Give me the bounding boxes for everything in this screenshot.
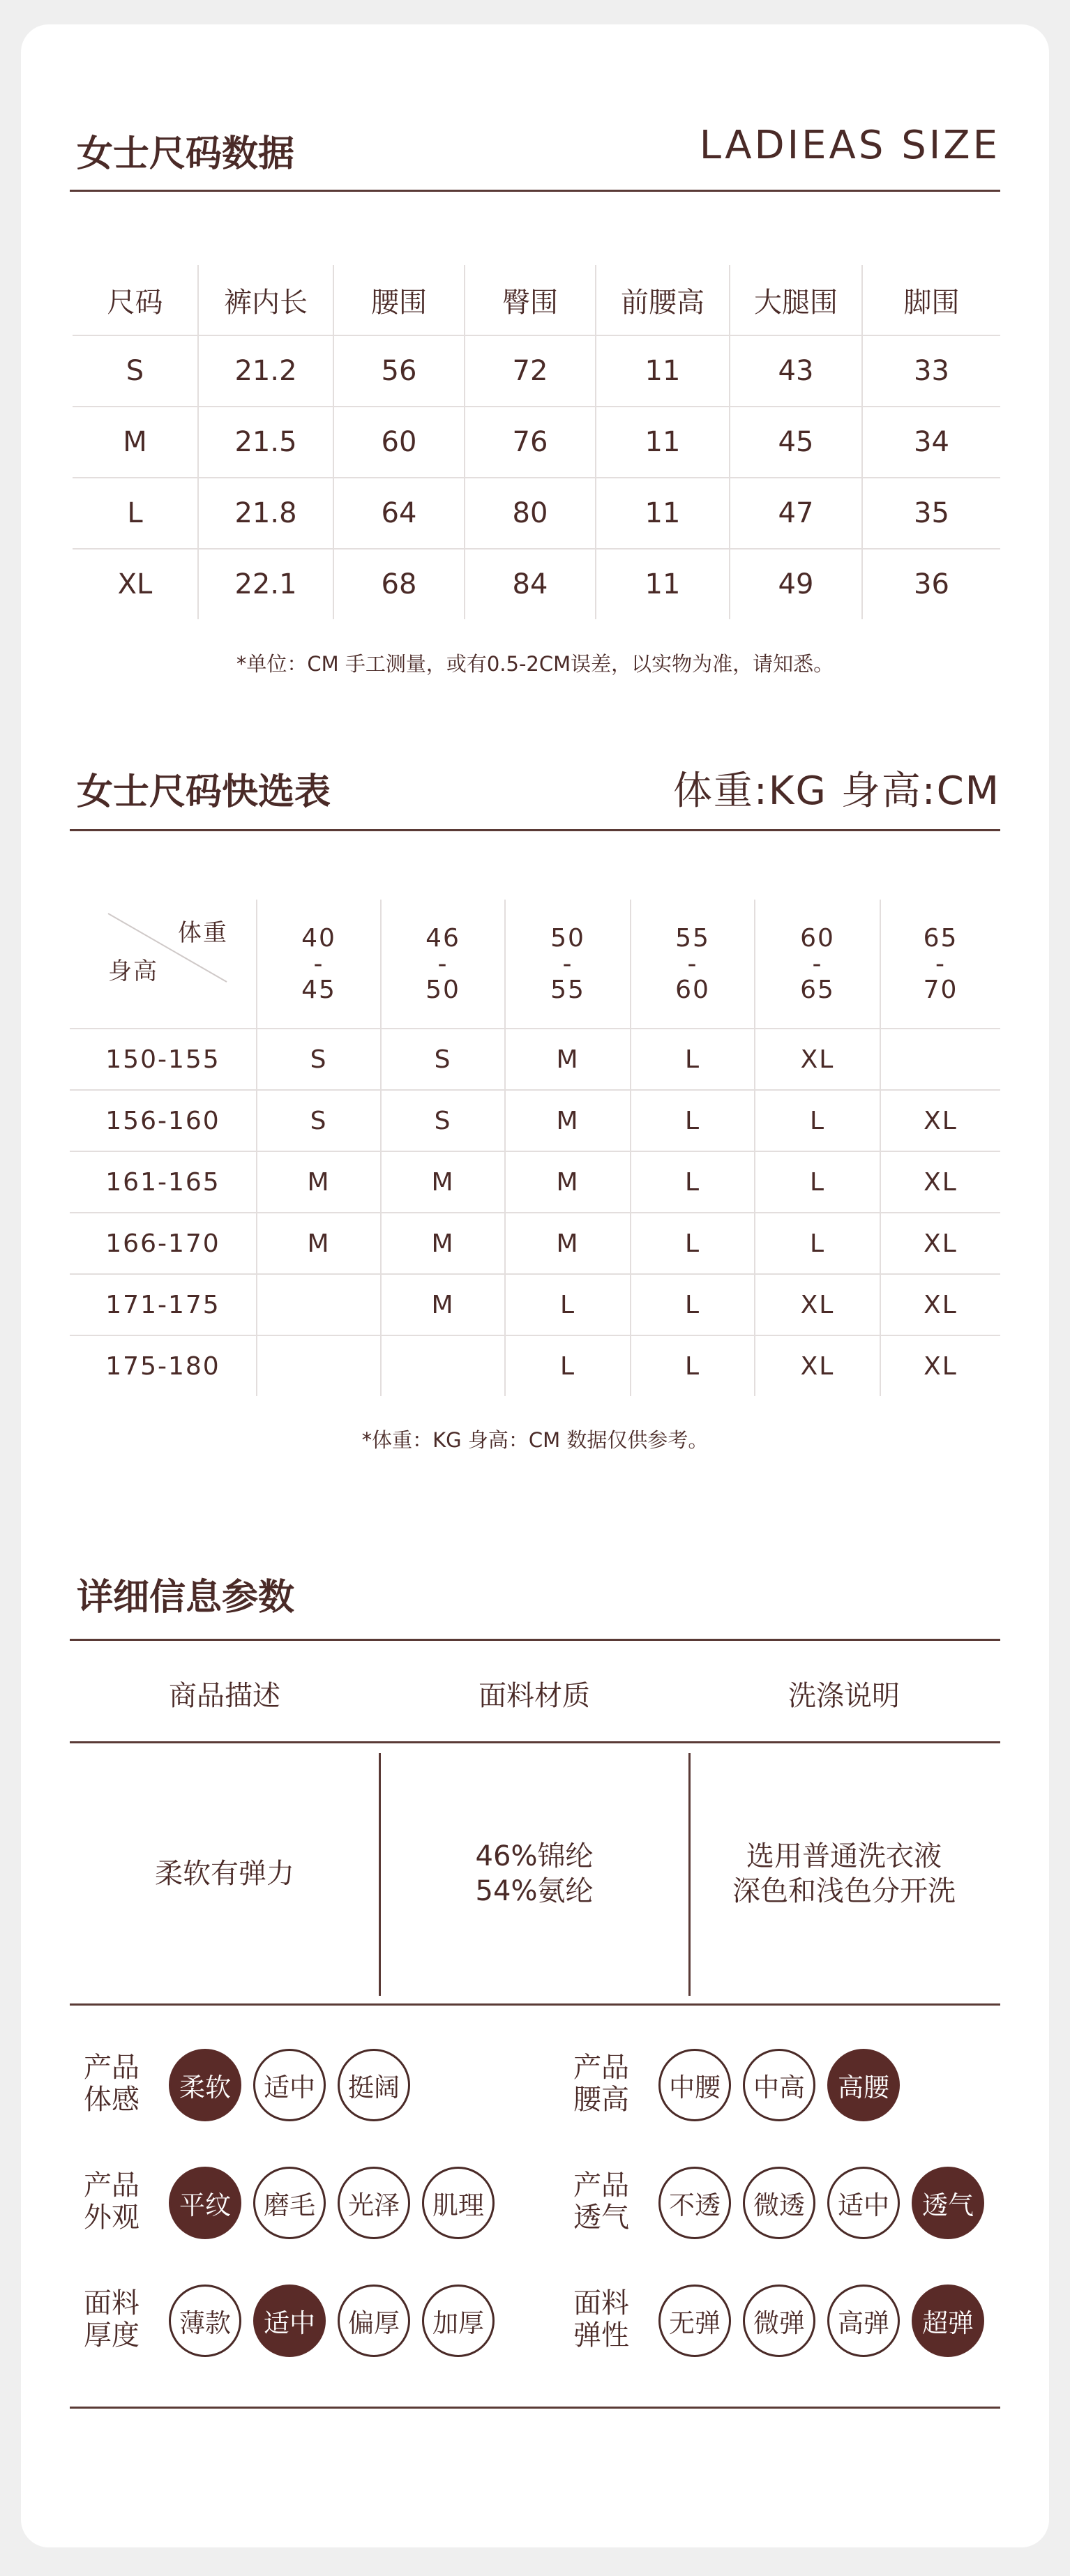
recommended-size-cell: XL: [880, 1335, 1000, 1396]
weight-range-part: 55: [550, 975, 585, 1004]
rise-label-line: 腰高: [573, 2084, 629, 2116]
quick-row: [70, 1274, 1000, 1335]
recommended-size-cell: L: [631, 1274, 755, 1335]
recommended-size-cell: L: [631, 1090, 755, 1151]
detail-description: 柔软有弹力: [155, 1858, 294, 1890]
thick-option-badge: 加厚: [422, 2285, 495, 2357]
size-cell: S: [73, 335, 198, 407]
thick-option-badge: 薄款: [169, 2285, 241, 2357]
size-cell: 36: [862, 549, 1000, 619]
weight-range-part: 65: [923, 923, 958, 953]
weight-range-part: 70: [923, 975, 958, 1004]
size-cell: 56: [333, 335, 465, 407]
recommended-size-cell: M: [505, 1213, 631, 1274]
size-cell: XL: [73, 549, 198, 619]
size-cell: 34: [862, 407, 1000, 478]
rise-option-badge: 中高: [743, 2049, 815, 2121]
corner-weight-label: 体重: [178, 919, 228, 947]
weight-range-header: [880, 900, 1000, 1029]
recommended-size-cell: XL: [880, 1090, 1000, 1151]
recommended-size-cell: L: [505, 1335, 631, 1396]
weight-range-header: [755, 900, 880, 1029]
size-row: [73, 407, 1000, 478]
size-table: [73, 265, 1000, 619]
weight-range-part: 46: [425, 923, 460, 953]
weight-range-header: [381, 900, 505, 1029]
quick-select-table: [70, 900, 1000, 1396]
detail-header-wash: 洗涤说明: [788, 1680, 900, 1712]
size-header-cell: 大腿围: [730, 265, 862, 335]
height-range-cell: 171-175: [70, 1274, 257, 1335]
size-cell: L: [73, 478, 198, 549]
height-range-cell: 175-180: [70, 1335, 257, 1396]
quick-row: [70, 1029, 1000, 1090]
stretch-label: [573, 2287, 643, 2351]
recommended-size-cell: [880, 1029, 1000, 1090]
weight-range-part: 45: [301, 975, 336, 1004]
feel-option-badge: 柔软: [169, 2049, 241, 2121]
height-range-cell: 161-165: [70, 1151, 257, 1213]
recommended-size-cell: XL: [880, 1213, 1000, 1274]
weight-range-part: 60: [800, 923, 835, 953]
look-option-badge: 磨毛: [253, 2167, 326, 2239]
weight-range-part: 65: [800, 975, 835, 1004]
weight-range-part: 50: [550, 923, 585, 953]
attributes-bottom-rule: [70, 2407, 1000, 2409]
thick-label: [84, 2287, 153, 2351]
detail-material: [379, 1839, 689, 1909]
recommended-size-cell: M: [257, 1151, 381, 1213]
breath-option-badge: 透气: [912, 2167, 984, 2239]
size-cell: 72: [465, 335, 596, 407]
size-cell: 33: [862, 335, 1000, 407]
size-header-cell: 前腰高: [596, 265, 730, 335]
rise-option-badge: 高腰: [827, 2049, 900, 2121]
feel-label: [84, 2052, 153, 2116]
weight-range-header: [631, 900, 755, 1029]
breath-label: [573, 2169, 643, 2234]
detail-header-material: 面料材质: [479, 1680, 590, 1712]
recommended-size-cell: [381, 1335, 505, 1396]
size-cell: 11: [596, 335, 730, 407]
detail-bottom-rule: [70, 2003, 1000, 2006]
size-cell: 43: [730, 335, 862, 407]
detail-section-title: 详细信息参数: [77, 1577, 295, 1619]
recommended-size-cell: XL: [755, 1274, 880, 1335]
size-cell: 76: [465, 407, 596, 478]
recommended-size-cell: L: [631, 1151, 755, 1213]
look-label: [84, 2169, 153, 2234]
recommended-size-cell: L: [631, 1213, 755, 1274]
size-cell: 64: [333, 478, 465, 549]
weight-range-header: [505, 900, 631, 1029]
recommended-size-cell: XL: [880, 1151, 1000, 1213]
quick-note: *体重：KG 身高：CM 数据仅供参考。: [361, 1428, 709, 1452]
wash-line-1: 选用普通洗衣液: [746, 1840, 942, 1872]
size-header-cell: 腰围: [333, 265, 465, 335]
size-cell: 45: [730, 407, 862, 478]
recommended-size-cell: L: [755, 1151, 880, 1213]
size-cell: 21.8: [198, 478, 333, 549]
breath-option-badge: 微透: [743, 2167, 815, 2239]
weight-range-part: -: [437, 949, 449, 978]
weight-range-header: [257, 900, 381, 1029]
size-cell: 11: [596, 549, 730, 619]
weight-range-part: -: [313, 949, 324, 978]
corner-height-label: 身高: [108, 957, 158, 985]
quick-row: [70, 1335, 1000, 1396]
look-option-badge: 平纹: [169, 2167, 241, 2239]
recommended-size-cell: S: [257, 1090, 381, 1151]
stretch-option-badge: 微弹: [743, 2285, 815, 2357]
height-range-cell: 166-170: [70, 1213, 257, 1274]
recommended-size-cell: L: [505, 1274, 631, 1335]
feel-option-badge: 适中: [253, 2049, 326, 2121]
look-label-line: 外观: [84, 2202, 140, 2234]
breath-label-line: 透气: [573, 2202, 629, 2234]
stretch-option-badge: 超弹: [912, 2285, 984, 2357]
look-label-line: 产品: [84, 2169, 140, 2202]
diagonal-line: [70, 900, 257, 1028]
quick-corner-cell: [70, 900, 257, 1029]
size-cell: 21.5: [198, 407, 333, 478]
size-section-title-en: LADIEAS SIZE: [699, 123, 1000, 168]
recommended-size-cell: M: [381, 1274, 505, 1335]
feel-option-badge: 挺阔: [338, 2049, 410, 2121]
recommended-size-cell: M: [505, 1029, 631, 1090]
recommended-size-cell: [257, 1274, 381, 1335]
recommended-size-cell: M: [257, 1213, 381, 1274]
recommended-size-cell: M: [505, 1151, 631, 1213]
height-range-cell: 150-155: [70, 1029, 257, 1090]
recommended-size-cell: M: [505, 1090, 631, 1151]
size-cell: 11: [596, 407, 730, 478]
size-cell: 60: [333, 407, 465, 478]
breath-label-line: 产品: [573, 2169, 629, 2202]
weight-range-part: -: [935, 949, 946, 978]
weight-range-part: -: [562, 949, 573, 978]
quick-section-title: 女士尺码快选表: [77, 771, 331, 813]
size-cell: 22.1: [198, 549, 333, 619]
stretch-option-badge: 高弹: [827, 2285, 900, 2357]
size-cell: 49: [730, 549, 862, 619]
recommended-size-cell: S: [381, 1029, 505, 1090]
quick-row: [70, 1213, 1000, 1274]
rise-label-line: 产品: [573, 2052, 629, 2084]
size-row: [73, 478, 1000, 549]
breath-option-badge: 适中: [827, 2167, 900, 2239]
thick-label-line: 厚度: [84, 2319, 140, 2351]
thick-label-line: 面料: [84, 2287, 140, 2319]
size-cell: 84: [465, 549, 596, 619]
detail-wash: [689, 1839, 999, 1909]
detail-header-rule: [70, 1741, 1000, 1743]
size-cell: M: [73, 407, 198, 478]
quick-row: [70, 1151, 1000, 1213]
recommended-size-cell: S: [257, 1029, 381, 1090]
size-cell: 47: [730, 478, 862, 549]
rise-option-badge: 中腰: [658, 2049, 731, 2121]
recommended-size-cell: [257, 1335, 381, 1396]
breath-option-badge: 不透: [658, 2167, 731, 2239]
recommended-size-cell: L: [755, 1090, 880, 1151]
weight-range-part: 60: [675, 975, 710, 1004]
size-header-cell: 裤内长: [198, 265, 333, 335]
material-line-1: 46%锦纶: [475, 1840, 594, 1872]
size-cell: 11: [596, 478, 730, 549]
feel-label-line: 产品: [84, 2052, 140, 2084]
detail-header-description: 商品描述: [169, 1680, 280, 1712]
size-cell: 21.2: [198, 335, 333, 407]
weight-range-part: 50: [425, 975, 460, 1004]
quick-row: [70, 1090, 1000, 1151]
recommended-size-cell: S: [381, 1090, 505, 1151]
rise-label: [573, 2052, 643, 2116]
size-note: *单位：CM 手工测量，或有0.5-2CM误差，以实物为准，请知悉。: [236, 652, 834, 676]
recommended-size-cell: M: [381, 1213, 505, 1274]
look-option-badge: 光泽: [338, 2167, 410, 2239]
size-cell: 35: [862, 478, 1000, 549]
size-cell: 68: [333, 549, 465, 619]
size-title-rule: [70, 190, 1000, 192]
weight-range-part: -: [687, 949, 698, 978]
size-header-cell: 脚围: [903, 286, 960, 319]
size-header-cell: 臀围: [465, 265, 596, 335]
height-range-cell: 156-160: [70, 1090, 257, 1151]
weight-range-part: -: [812, 949, 823, 978]
look-option-badge: 肌理: [422, 2167, 495, 2239]
recommended-size-cell: L: [755, 1213, 880, 1274]
size-row: [73, 549, 1000, 619]
recommended-size-cell: M: [381, 1151, 505, 1213]
size-row: [73, 335, 1000, 407]
thick-option-badge: 适中: [253, 2285, 326, 2357]
stretch-option-badge: 无弹: [658, 2285, 731, 2357]
recommended-size-cell: L: [631, 1029, 755, 1090]
size-section-title: 女士尺码数据: [77, 133, 295, 175]
size-cell: 80: [465, 478, 596, 549]
quick-title-rule: [70, 829, 1000, 831]
recommended-size-cell: L: [631, 1335, 755, 1396]
stretch-label-line: 弹性: [573, 2319, 629, 2351]
detail-title-rule: [70, 1639, 1000, 1641]
quick-section-title-right: 体重:KG 身高:CM: [672, 768, 1000, 814]
stretch-label-line: 面料: [573, 2287, 629, 2319]
wash-line-2: 深色和浅色分开洗: [732, 1875, 956, 1907]
recommended-size-cell: XL: [755, 1029, 880, 1090]
feel-label-line: 体感: [84, 2084, 140, 2116]
thick-option-badge: 偏厚: [338, 2285, 410, 2357]
size-header-cell: 尺码: [73, 265, 198, 335]
recommended-size-cell: XL: [755, 1335, 880, 1396]
recommended-size-cell: XL: [880, 1274, 1000, 1335]
material-line-2: 54%氨纶: [475, 1875, 594, 1907]
weight-range-part: 55: [675, 923, 710, 953]
weight-range-part: 40: [301, 923, 336, 953]
